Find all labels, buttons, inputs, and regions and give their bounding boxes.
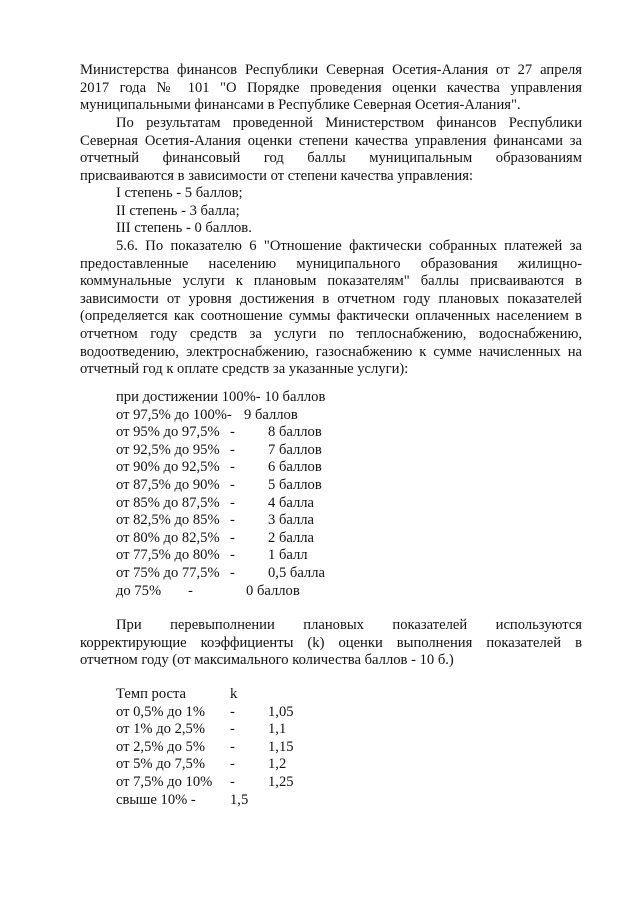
score-dash: - xyxy=(230,547,235,564)
score-range: от 95% до 97,5% xyxy=(116,424,220,441)
coef-value: 1,15 xyxy=(268,738,294,755)
score-dash: - xyxy=(230,424,235,441)
score-dash: - xyxy=(230,512,235,529)
coef-range: от 0,5% до 1% xyxy=(116,703,206,720)
text-line: Министерства финансов Республики Северная Осетия-Алания от 27 апреля xyxy=(80,62,582,78)
score-range: от 90% до 92,5% xyxy=(116,459,220,476)
score-dash: - xyxy=(230,459,235,476)
coef-range: свыше 10% - xyxy=(116,791,196,808)
text-line: присваиваются в зависимости от степени качества управления: xyxy=(80,167,474,184)
score-range: от 77,5% до 80% xyxy=(116,547,220,564)
coef-dash: - xyxy=(230,703,235,720)
score-points: 7 баллов xyxy=(268,441,322,458)
text-line: отчетный финансовый год баллы муниципальным образованиям xyxy=(80,150,582,167)
coef-value: 1,05 xyxy=(268,703,294,720)
text-line: 2017 года № 101 "О Порядке проведения оценки качества управления xyxy=(80,79,582,96)
score-points: 4 балла xyxy=(268,494,315,511)
text-line: Северная Осетия-Алания оценки степени качества управления финансами за xyxy=(80,132,582,149)
score-range: от 97,5% до 100%- xyxy=(116,406,232,423)
text-line: зависимости от уровня достижения в отчетном году плановых показателей xyxy=(80,290,582,307)
text-line: предоставленные населению муниципального образования жилищно- xyxy=(80,255,582,272)
score-range: от 92,5% до 95% xyxy=(116,441,220,458)
score-points: 0 баллов xyxy=(246,582,300,599)
text-line: коммунальные услуги к плановым показателям" баллы присваиваются в xyxy=(80,273,582,290)
text-line: По результатам проведенной Министерством финансов Республики xyxy=(116,115,582,131)
degree-item: I степень - 5 баллов; xyxy=(116,185,243,201)
text-line: водоотведению, электроснабжению, газоснабжению к сумме начисленных на xyxy=(80,343,582,360)
text-line: отчетный год к оплате средств за указанные услуги): xyxy=(80,361,409,378)
degree-item: III степень - 0 баллов. xyxy=(116,220,252,236)
score-points: 6 баллов xyxy=(268,459,322,476)
score-points: 8 баллов xyxy=(268,424,322,441)
score-dash: - xyxy=(230,476,235,493)
coef-range: от 1% до 2,5% xyxy=(116,721,206,738)
intro-paragraph xyxy=(80,62,582,115)
score-range: при достижении 100%- 10 баллов xyxy=(116,389,326,405)
score-range: до 75% xyxy=(116,582,162,599)
score-points: 0,5 балла xyxy=(268,564,325,581)
coef-dash: - xyxy=(230,721,235,738)
score-points: 3 балла xyxy=(268,512,315,529)
score-range: от 87,5% до 90% xyxy=(116,476,220,493)
coef-dash: - xyxy=(230,756,235,773)
text-line: корректирующие коэффициенты (k) оценки выполнения показателей в xyxy=(80,634,582,651)
overfulfilment-paragraph xyxy=(80,617,582,670)
text-line: (определяется как соотношение суммы фактически оплаченных населением в xyxy=(80,308,582,325)
coef-value: 1,1 xyxy=(268,721,287,738)
score-dash: - xyxy=(230,529,235,546)
section-5-6-paragraph xyxy=(80,238,582,379)
coef-value: 1,5 xyxy=(230,791,249,808)
coef-value: 1,2 xyxy=(268,756,287,773)
column-header-range: Темп роста xyxy=(116,686,186,702)
score-range: от 82,5% до 85% xyxy=(116,512,220,529)
text-line: При перевыполнении плановых показателей используются xyxy=(116,617,582,633)
text-line: отчетном году (от максимального количества баллов - 10 б.) xyxy=(80,652,454,669)
text-line: 5.6. По показателю 6 "Отношение фактически собранных платежей за xyxy=(116,238,582,254)
score-dash: - xyxy=(230,441,235,458)
score-range: от 85% до 87,5% xyxy=(116,494,220,511)
score-points: 2 балла xyxy=(268,529,315,546)
score-points: 1 балл xyxy=(268,547,308,564)
text-line: муниципальными финансами в Республике Северная Осетия-Алания". xyxy=(80,97,521,114)
score-points: 5 баллов xyxy=(268,476,322,493)
score-range: от 75% до 77,5% xyxy=(116,564,220,581)
score-points: 9 баллов xyxy=(244,406,298,423)
coef-dash: - xyxy=(230,773,235,790)
score-dash: - xyxy=(230,564,235,581)
score-range: от 80% до 82,5% xyxy=(116,529,220,546)
coef-range: от 2,5% до 5% xyxy=(116,738,206,755)
score-dash: - xyxy=(230,494,235,511)
column-header-k: k xyxy=(230,686,238,702)
coef-range: от 5% до 7,5% xyxy=(116,756,206,773)
coef-dash: - xyxy=(230,738,235,755)
degree-item: II степень - 3 балла; xyxy=(116,203,240,219)
results-paragraph xyxy=(80,115,582,185)
text-line: отчетном году средств за услуги по теплоснабжению, водоснабжению, xyxy=(80,325,582,342)
coef-value: 1,25 xyxy=(268,773,294,790)
score-dash: - xyxy=(188,582,193,599)
coef-range: от 7,5% до 10% xyxy=(116,773,213,790)
